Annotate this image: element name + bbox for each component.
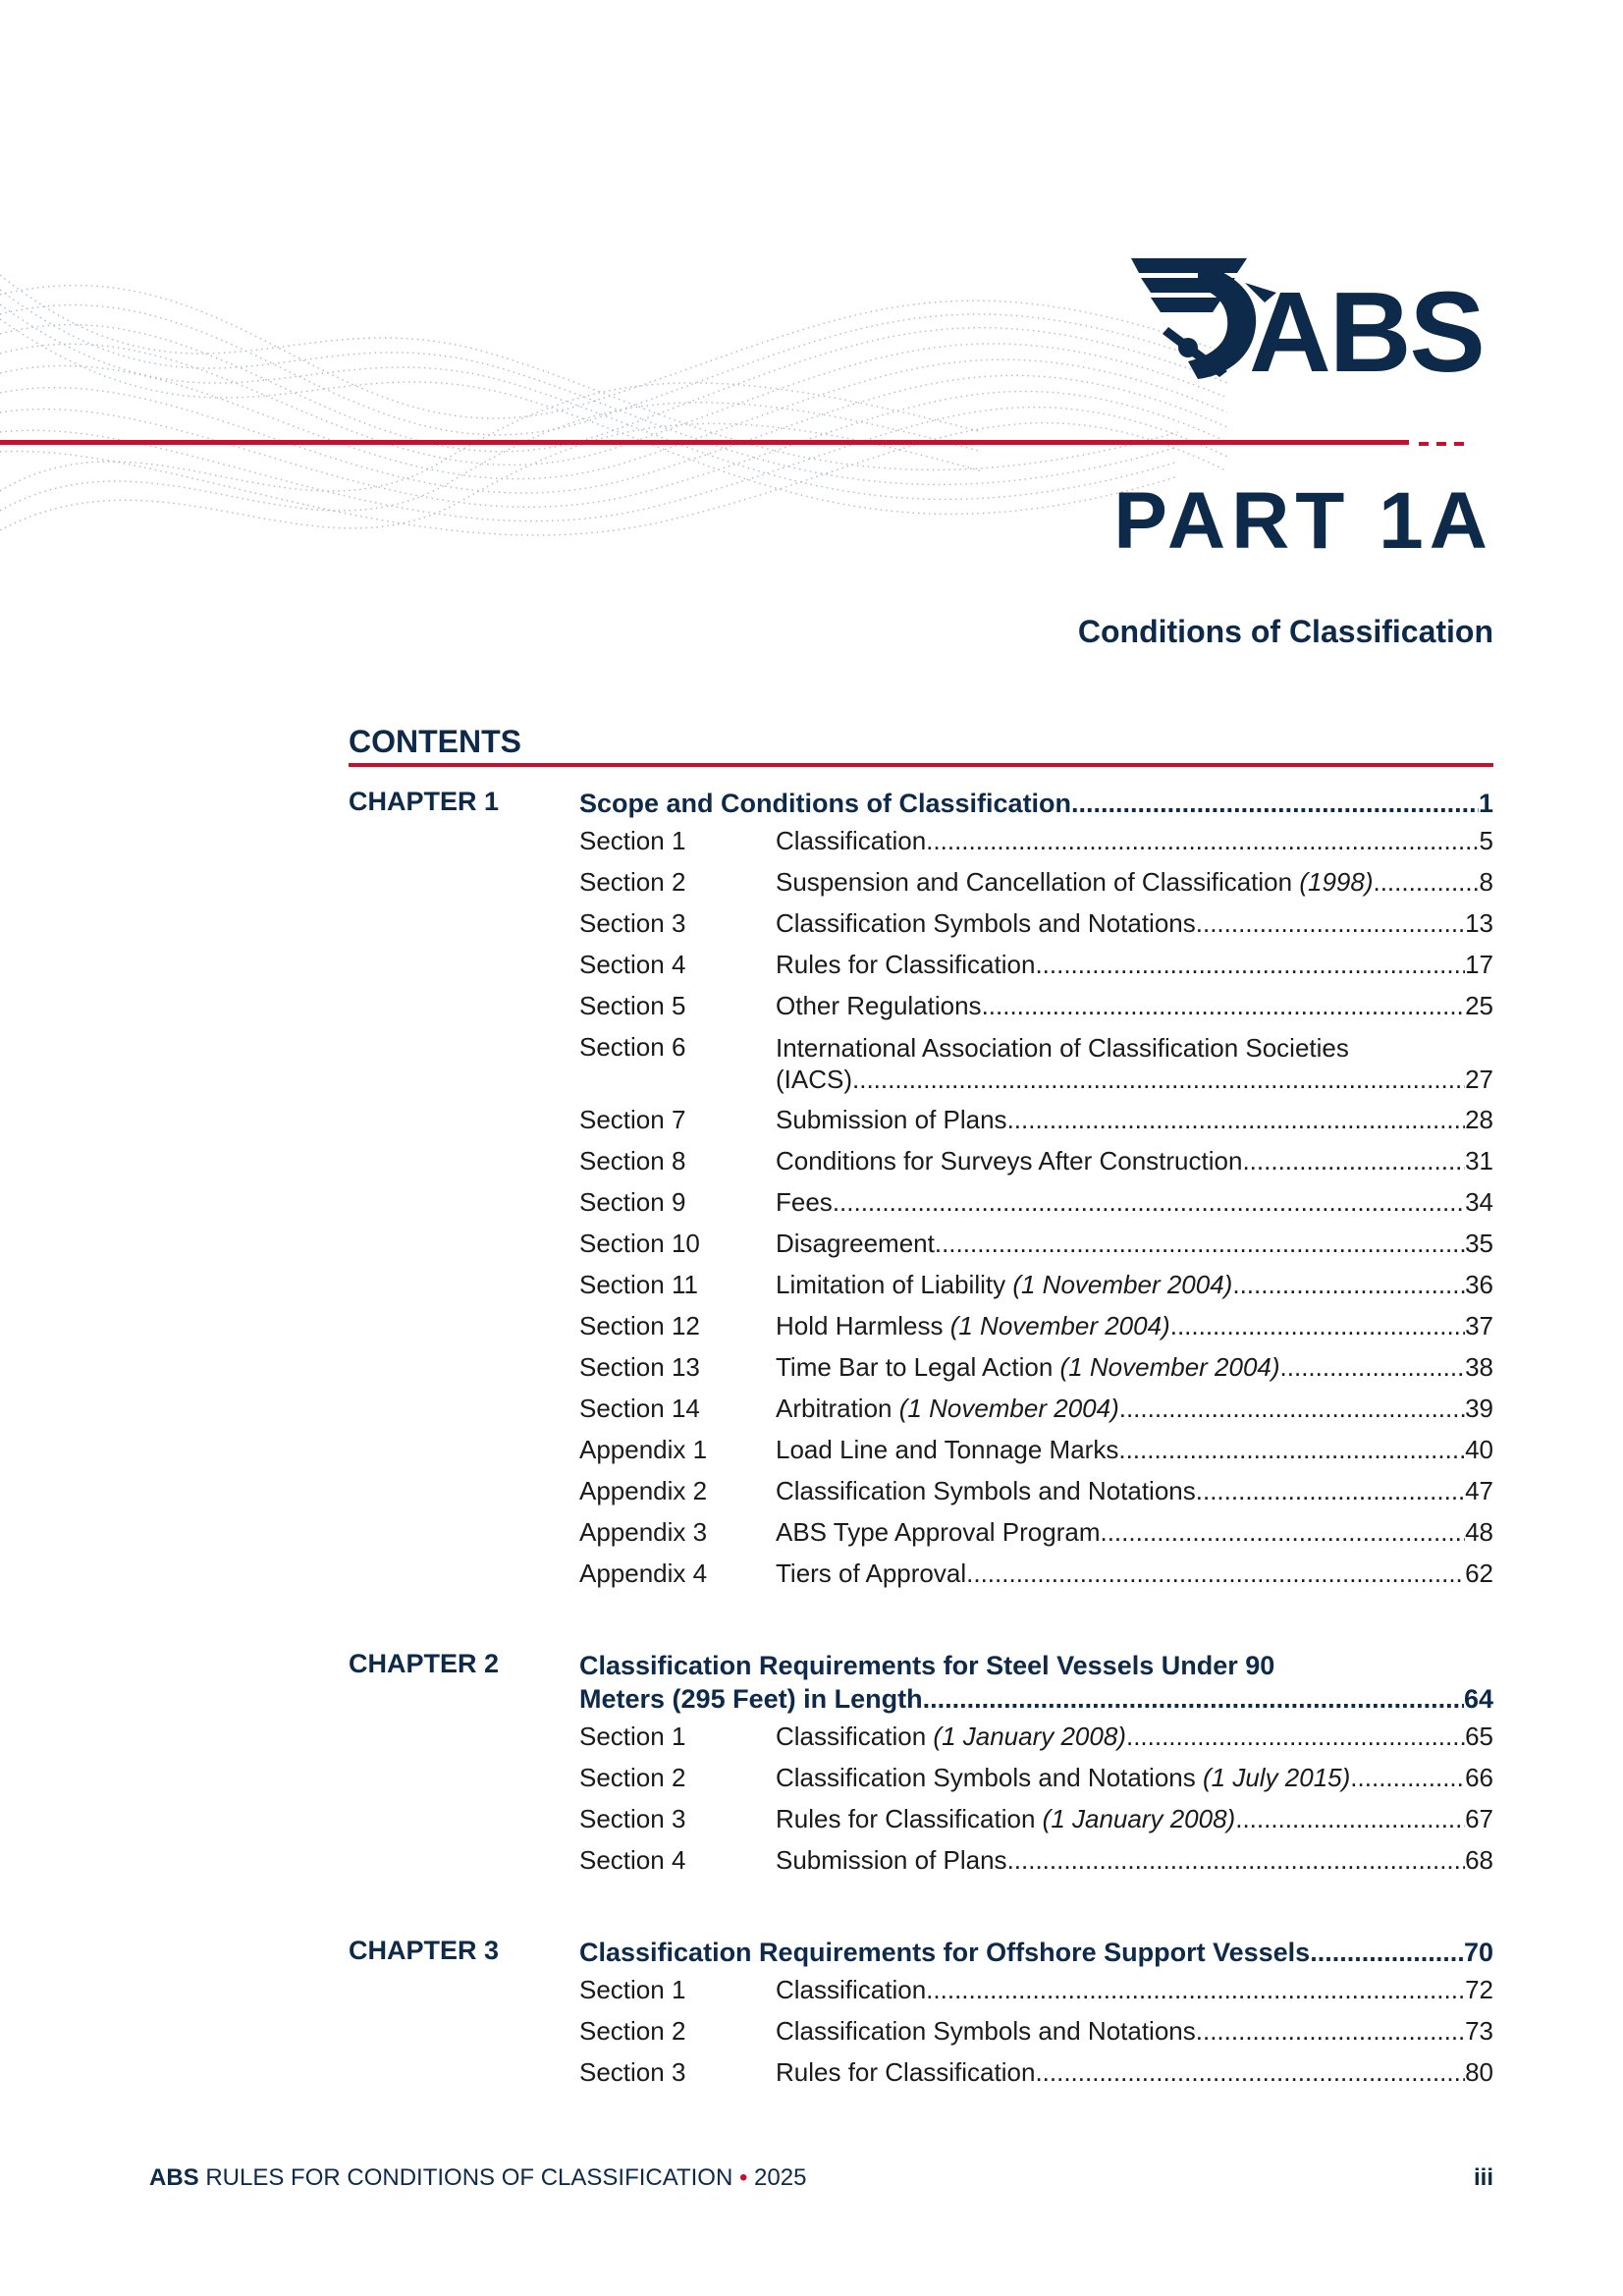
dot-leader [1196,1476,1465,1506]
section-page: 48 [1465,1516,1493,1547]
dot-leader [1007,1845,1466,1876]
section-title: Classification Symbols and Notations [776,1475,1196,1505]
section-page: 68 [1465,1844,1493,1875]
dot-leader [1196,908,1465,939]
section-title: (IACS) [776,1065,852,1094]
section-page: 40 [1465,1434,1493,1464]
toc-entry[interactable] [349,1223,1493,1264]
toc-entry[interactable] [349,902,1493,944]
toc-entry[interactable] [349,1140,1493,1181]
contents-red-rule [349,763,1493,767]
dot-leader [1100,1517,1465,1548]
chapter-title-line: Classification Requirements for Offshore Support Vessels [579,1938,1311,1967]
section-date-note: (1 January 2008) [1042,1803,1236,1833]
toc-entry[interactable] [349,1026,1493,1099]
toc-entry[interactable] [349,1839,1493,1881]
dot-leader [982,991,1466,1021]
section-label: Section 3 [579,907,686,938]
dot-leader [852,1064,1465,1095]
dot-leader [923,1682,1464,1716]
toc-entry[interactable] [349,1388,1493,1429]
toc-entry[interactable] [349,1346,1493,1388]
page-number: iii [1473,2164,1493,2191]
section-page: 27 [1465,1065,1493,1094]
red-dash [1436,442,1446,446]
section-label: Appendix 4 [579,1558,708,1588]
toc-entry[interactable] [349,1798,1493,1839]
section-page: 65 [1465,1721,1493,1751]
toc-entry[interactable] [349,1470,1493,1511]
toc-entry[interactable] [349,985,1493,1026]
section-page: 34 [1465,1186,1493,1217]
section-page: 5 [1479,825,1493,855]
abs-logo-text: ABS [1249,268,1484,396]
toc-entry[interactable] [349,1429,1493,1470]
dot-leader [1071,787,1479,820]
section-page: 35 [1465,1228,1493,1258]
dot-leader [1035,950,1465,980]
dot-leader [1232,1270,1465,1300]
section-page: 38 [1465,1351,1493,1382]
section-title: Rules for Classification [776,949,1036,979]
dot-leader [1235,1804,1465,1834]
section-title: Load Line and Tonnage Marks [776,1434,1119,1464]
section-page: 37 [1465,1310,1493,1340]
dot-leader [926,1975,1465,2005]
section-label: Appendix 1 [579,1434,708,1464]
section-title: Classification Symbols and Notations [776,2015,1196,2046]
toc-chapter [349,1936,1493,2093]
section-title: Other Regulations [776,990,982,1020]
chapter-title-line: Classification Requirements for Steel Vessels Under 90 [579,1651,1275,1680]
dot-leader [1170,1311,1465,1341]
dot-leader [1118,1435,1465,1465]
section-date-note: (1 November 2004) [949,1310,1170,1340]
red-dash [1419,442,1429,446]
header-red-rule [0,440,1409,445]
section-date-note: (1998) [1299,866,1374,897]
toc-entry[interactable] [349,861,1493,902]
section-label: Section 2 [579,1762,686,1792]
toc-entry[interactable] [349,820,1493,861]
section-page: 47 [1465,1475,1493,1505]
toc-entry[interactable] [349,1511,1493,1553]
dot-leader [1119,1394,1465,1424]
section-title: Classification [776,825,927,855]
toc-entry[interactable] [349,1305,1493,1346]
dot-leader [1310,1936,1464,1969]
section-label: Section 1 [579,1974,686,2004]
dot-leader [1007,1105,1466,1135]
footer-text: RULES FOR CONDITIONS OF CLASSIFICATION [205,2164,733,2191]
dot-leader [966,1558,1465,1589]
toc-entry[interactable] [349,1099,1493,1140]
section-title: Conditions for Surveys After Construction [776,1145,1243,1175]
section-title: Arbitration [776,1393,899,1423]
toc-entry[interactable] [349,1181,1493,1223]
dot-leader [833,1187,1465,1218]
section-page: 13 [1465,907,1493,938]
dot-leader [1242,1146,1465,1176]
section-title: Rules for Classification [776,2056,1036,2087]
section-label: Section 3 [579,2056,686,2087]
section-label: Section 9 [579,1186,686,1217]
section-label: Section 5 [579,990,686,1020]
section-label: Section 4 [579,1844,686,1875]
footer-year: 2025 [754,2164,807,2191]
chapter-page: 1 [1478,789,1493,818]
section-title: Suspension and Cancellation of Classification [776,866,1300,897]
section-title: Classification Symbols and Notations [776,907,1196,938]
footer [149,2164,806,2192]
toc-entry[interactable] [349,1757,1493,1798]
section-title: Tiers of Approval [776,1558,967,1588]
section-label: Section 2 [579,866,686,897]
section-label: Section 3 [579,1803,686,1833]
page-subtitle: Conditions of Classification [1077,614,1493,649]
chapter-label: CHAPTER 1 [349,787,500,816]
section-label: Section 8 [579,1145,686,1175]
section-title: Classification [776,1974,927,2004]
chapter-title-link[interactable] [579,1649,1493,1716]
toc-entry[interactable] [349,2010,1493,2051]
section-title: Submission of Plans [776,1844,1007,1875]
chapter-page: 70 [1463,1938,1493,1967]
section-label: Appendix 2 [579,1475,708,1505]
section-date-note: (1 January 2008) [933,1721,1126,1751]
section-label: Section 4 [579,949,686,979]
dot-leader [1196,2016,1465,2047]
section-label: Section 13 [579,1351,700,1382]
toc-entry[interactable] [349,1969,1493,2010]
chapter-label: CHAPTER 3 [349,1936,500,1965]
page-title: PART 1A [1113,476,1493,566]
section-title: ABS Type Approval Program [776,1516,1101,1547]
section-title: Disagreement [776,1228,935,1258]
footer-brand: ABS [149,2164,199,2191]
dot-leader [1280,1352,1466,1383]
section-date-note: (1 November 2004) [898,1393,1119,1423]
section-title: Fees [776,1186,833,1217]
toc-entry[interactable] [349,2051,1493,2093]
section-title: Submission of Plans [776,1104,1007,1134]
section-label: Appendix 3 [579,1516,708,1547]
dot-leader [1373,867,1479,898]
section-page: 66 [1465,1762,1493,1792]
section-page: 36 [1465,1269,1493,1299]
section-title: Limitation of Liability [776,1269,1013,1299]
toc-entry[interactable] [349,944,1493,985]
section-page: 73 [1465,2015,1493,2046]
section-date-note: (1 November 2004) [1012,1269,1233,1299]
section-label: Section 2 [579,2015,686,2046]
section-title: International Association of Classification Societies [776,1033,1349,1063]
dot-leader [935,1229,1465,1259]
contents-heading: CONTENTS [349,724,521,759]
section-page: 39 [1465,1393,1493,1423]
table-of-contents [349,769,1493,2093]
section-title: Time Bar to Legal Action [776,1351,1060,1382]
section-title: Rules for Classification [776,1803,1043,1833]
section-page: 17 [1465,949,1493,979]
toc-entry[interactable] [349,1716,1493,1757]
dot-leader [1350,1763,1465,1793]
section-label: Section 14 [579,1393,700,1423]
section-title: Hold Harmless [776,1310,950,1340]
section-page: 80 [1465,2056,1493,2087]
section-page: 72 [1465,1974,1493,2004]
section-page: 67 [1465,1803,1493,1833]
section-page: 31 [1465,1145,1493,1175]
section-label: Section 12 [579,1310,700,1340]
footer-bullet: • [738,2164,748,2191]
section-page: 62 [1465,1558,1493,1588]
section-label: Section 7 [579,1104,686,1134]
dot-leader [1035,2057,1465,2088]
dot-leader [926,826,1479,856]
section-label: Section 1 [579,1721,686,1751]
toc-entry[interactable] [349,1264,1493,1305]
red-dash [1454,442,1464,446]
dot-leader [1126,1722,1465,1752]
section-title: Classification [776,1721,934,1751]
section-date-note: (1 November 2004) [1059,1351,1280,1382]
section-label: Section 11 [579,1269,698,1299]
section-label: Section 1 [579,825,686,855]
toc-entry[interactable] [349,1553,1493,1594]
section-date-note: (1 July 2015) [1202,1762,1351,1792]
section-label: Section 10 [579,1228,700,1258]
toc-chapter [349,1649,1493,1881]
chapter-title-link[interactable] [579,1936,1493,1969]
section-page: 25 [1465,990,1493,1020]
chapter-title-line: Meters (295 Feet) in Length [579,1684,923,1714]
chapter-label: CHAPTER 2 [349,1649,500,1678]
section-label: Section 6 [579,1032,686,1062]
chapter-page: 64 [1463,1684,1493,1714]
toc-chapter [349,787,1493,1594]
section-page: 8 [1479,866,1493,897]
chapter-title-line: Scope and Conditions of Classification [579,789,1072,818]
section-page: 28 [1465,1104,1493,1134]
section-title: Classification Symbols and Notations [776,1762,1203,1792]
chapter-title-link[interactable] [579,787,1493,820]
